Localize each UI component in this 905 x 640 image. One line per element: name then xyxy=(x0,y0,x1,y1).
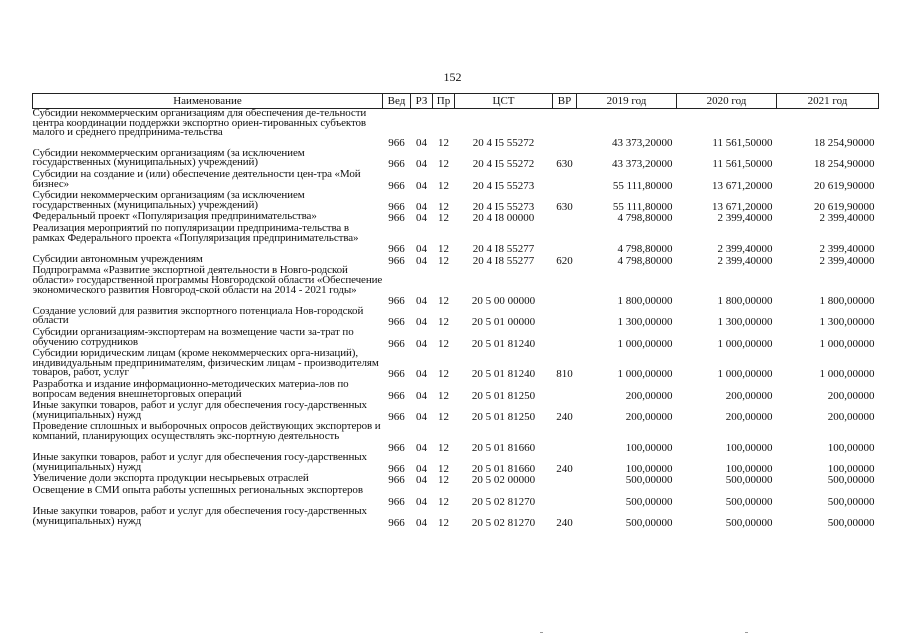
header-2019: 2019 год xyxy=(577,94,677,109)
cell-name: Разработка и издание информационно-методических материа-лов по вопросам ведения внешнеторговых операций xyxy=(32,378,349,400)
header-2020: 2020 год xyxy=(677,94,777,109)
table-row xyxy=(33,224,879,255)
cell-name: Субсидии некоммерческим организациям (за исключением государственных (муниципальных) учреждений) xyxy=(32,189,305,211)
cell-pr: 12 xyxy=(438,410,449,423)
cell-cst: 20 5 01 81250 xyxy=(471,389,536,402)
cell-name: Освещение в СМИ опыта работы успешных региональных экспортеров xyxy=(32,483,363,496)
cell-pr: 12 xyxy=(438,295,449,308)
cell-ved: 966 xyxy=(388,295,405,308)
cell-pr: 12 xyxy=(438,137,449,150)
cell-y2019: 43 373,20000 xyxy=(612,137,673,150)
cell-y2019: 43 373,20000 xyxy=(612,158,673,171)
cell-pr: 12 xyxy=(438,368,449,381)
header-name: Наименование xyxy=(33,94,383,109)
header-cst: ЦСТ xyxy=(455,94,553,109)
cell-cst: 20 5 02 81270 xyxy=(471,495,536,508)
cell-y2020: 100,00000 xyxy=(725,441,773,454)
cell-y2021: 200,00000 xyxy=(827,389,875,402)
scan-mark xyxy=(540,632,543,633)
cell-y2021: 500,00000 xyxy=(827,516,875,529)
cell-vr: 630 xyxy=(556,158,573,171)
cell-rz: 04 xyxy=(416,474,427,487)
cell-name: Увеличение доли экспорта продукции несырьевых отраслей xyxy=(32,472,309,485)
cell-name: Подпрограмма «Развитие экспортной деятельности в Новго-родской области» государственной программы Новгородской области «Обеспечение экономического развития Новгород-ской области на 2014 - 2021 годы» xyxy=(32,264,383,296)
table-row xyxy=(33,507,879,528)
cell-vr xyxy=(553,328,577,349)
cell-ved: 966 xyxy=(388,462,405,475)
cell-ved: 966 xyxy=(388,410,405,423)
cell-vr xyxy=(553,170,577,191)
cell-y2021: 100,00000 xyxy=(827,441,875,454)
cell-rz: 04 xyxy=(416,243,427,256)
cell-name: Создание условий для развития экспортного потенциала Нов-городской области xyxy=(32,304,364,327)
cell-vr xyxy=(553,380,577,401)
cell-cst: 20 5 01 00000 xyxy=(471,316,536,329)
cell-name: Иные закупки товаров, работ и услуг для обеспечения госу-дарственных (муниципальных) нужд xyxy=(32,451,367,473)
cell-rz: 04 xyxy=(416,254,427,267)
header-rz: РЗ xyxy=(411,94,433,109)
cell-ved: 966 xyxy=(388,137,405,150)
cell-rz: 04 xyxy=(416,516,427,529)
cell-pr: 12 xyxy=(438,158,449,171)
cell-y2020: 2 399,40000 xyxy=(717,243,773,256)
cell-ved: 966 xyxy=(388,389,405,402)
cell-name: Субсидии некоммерческим организациям для обеспечения де-тельности центра координации поддержки экспортно ориен-тированных субъектов малого и среднего предпринима-тельства xyxy=(32,107,367,139)
cell-rz: 04 xyxy=(416,137,427,150)
cell-cst: 20 4 I8 55277 xyxy=(472,243,535,256)
cell-ved: 966 xyxy=(388,441,405,454)
cell-y2019: 55 111,80000 xyxy=(612,179,673,192)
cell-y2020: 1 000,00000 xyxy=(717,368,773,381)
cell-name: Проведение сплошных и выборочных опросов действующих экспортеров и компаний, планирующих осуществлять экс-портную деятельность xyxy=(32,420,381,442)
cell-pr: 12 xyxy=(438,200,449,213)
cell-name: Федеральный проект «Популяризация предпринимательства» xyxy=(32,210,317,223)
table-row xyxy=(33,328,879,349)
header-pr: Пр xyxy=(433,94,455,109)
cell-y2020: 100,00000 xyxy=(725,462,773,475)
cell-vr xyxy=(553,224,577,255)
cell-y2020: 1 300,00000 xyxy=(717,316,773,329)
cell-cst: 20 5 01 81660 xyxy=(471,441,536,454)
cell-vr xyxy=(553,266,577,306)
cell-cst: 20 5 01 81240 xyxy=(471,368,536,381)
cell-y2020: 13 671,20000 xyxy=(712,200,773,213)
cell-y2019: 500,00000 xyxy=(625,516,673,529)
cell-rz: 04 xyxy=(416,368,427,381)
cell-ved: 966 xyxy=(388,516,405,529)
cell-y2019: 500,00000 xyxy=(625,474,673,487)
cell-cst: 20 5 01 81240 xyxy=(471,337,536,350)
cell-y2020: 11 561,50000 xyxy=(712,137,773,150)
cell-y2021: 18 254,90000 xyxy=(814,158,875,171)
cell-y2021: 500,00000 xyxy=(827,495,875,508)
cell-ved: 966 xyxy=(388,179,405,192)
cell-rz: 04 xyxy=(416,441,427,454)
cell-y2021: 1 300,00000 xyxy=(819,316,875,329)
cell-pr: 12 xyxy=(438,316,449,329)
cell-cst: 20 4 I5 55273 xyxy=(472,200,535,213)
cell-vr xyxy=(553,422,577,453)
table-row xyxy=(33,149,879,170)
cell-ved: 966 xyxy=(388,243,405,256)
cell-rz: 04 xyxy=(416,158,427,171)
cell-pr: 12 xyxy=(438,179,449,192)
cell-y2019: 1 000,00000 xyxy=(617,337,673,350)
cell-name: Субсидии организациям-экспортерам на возмещение части за-трат по обучению сотрудников xyxy=(32,326,354,348)
cell-y2021: 100,00000 xyxy=(827,462,875,475)
cell-y2020: 2 399,40000 xyxy=(717,212,773,225)
cell-y2019: 200,00000 xyxy=(625,389,673,402)
cell-vr xyxy=(553,486,577,507)
budget-table xyxy=(32,93,879,528)
cell-rz: 04 xyxy=(416,316,427,329)
cell-name: Субсидии юридическим лицам (кроме некоммерческих орга-низаций), индивидуальным предпринимателям, физическим лицам - производителям товаров, работ, услуг xyxy=(32,347,379,379)
table-row xyxy=(33,486,879,507)
table-row xyxy=(33,401,879,422)
cell-y2021: 20 619,90000 xyxy=(814,200,875,213)
cell-y2020: 2 399,40000 xyxy=(717,254,773,267)
cell-vr: 630 xyxy=(556,200,573,213)
cell-vr: 620 xyxy=(556,254,573,267)
cell-y2021: 200,00000 xyxy=(827,410,875,423)
cell-ved: 966 xyxy=(388,158,405,171)
cell-cst: 20 4 I5 55273 xyxy=(472,179,535,192)
table-row xyxy=(33,266,879,306)
cell-pr: 12 xyxy=(438,474,449,487)
cell-y2019: 100,00000 xyxy=(625,462,673,475)
cell-y2020: 1 800,00000 xyxy=(717,295,773,308)
table-row xyxy=(33,170,879,191)
cell-y2020: 200,00000 xyxy=(725,410,773,423)
cell-name: Реализация мероприятий по популяризации предпринима-тельства в рамках Федерального проекта «Популяризация предпринимательства» xyxy=(32,222,359,244)
cell-pr: 12 xyxy=(438,254,449,267)
cell-rz: 04 xyxy=(416,179,427,192)
cell-y2019: 4 798,80000 xyxy=(617,243,673,256)
cell-pr: 12 xyxy=(438,337,449,350)
cell-y2019: 1 300,00000 xyxy=(617,316,673,329)
cell-y2021: 18 254,90000 xyxy=(814,137,875,150)
cell-cst: 20 5 00 00000 xyxy=(471,295,536,308)
cell-y2019: 1 800,00000 xyxy=(617,295,673,308)
cell-y2020: 1 000,00000 xyxy=(717,337,773,350)
table-row xyxy=(33,380,879,401)
cell-rz: 04 xyxy=(416,212,427,225)
cell-vr xyxy=(553,212,577,224)
cell-y2019: 500,00000 xyxy=(625,495,673,508)
cell-cst: 20 5 01 81250 xyxy=(471,410,536,423)
cell-name: Иные закупки товаров, работ и услуг для обеспечения госу-дарственных (муниципальных) нужд xyxy=(32,505,367,527)
cell-vr: 240 xyxy=(556,410,573,423)
cell-y2021: 1 000,00000 xyxy=(819,337,875,350)
cell-y2021: 2 399,40000 xyxy=(819,254,875,267)
table-row xyxy=(33,307,879,328)
cell-rz: 04 xyxy=(416,410,427,423)
cell-cst: 20 4 I8 55277 xyxy=(472,254,535,267)
cell-rz: 04 xyxy=(416,462,427,475)
cell-pr: 12 xyxy=(438,243,449,256)
cell-y2021: 1 000,00000 xyxy=(819,368,875,381)
cell-ved: 966 xyxy=(388,474,405,487)
cell-vr: 810 xyxy=(556,368,573,381)
cell-cst: 20 5 02 81270 xyxy=(471,516,536,529)
header-vr: ВР xyxy=(553,94,577,109)
cell-pr: 12 xyxy=(438,516,449,529)
cell-rz: 04 xyxy=(416,295,427,308)
cell-y2019: 4 798,80000 xyxy=(617,254,673,267)
scan-mark xyxy=(745,632,748,633)
page-number: 152 xyxy=(443,70,462,84)
cell-pr: 12 xyxy=(438,212,449,225)
cell-name: Субсидии некоммерческим организациям (за исключением государственных (муниципальных) учреждений) xyxy=(32,146,305,169)
cell-rz: 04 xyxy=(416,337,427,350)
cell-y2019: 1 000,00000 xyxy=(617,368,673,381)
header-2021: 2021 год xyxy=(777,94,879,109)
cell-y2019: 4 798,80000 xyxy=(617,212,673,225)
cell-cst: 20 4 I8 00000 xyxy=(472,212,535,225)
cell-rz: 04 xyxy=(416,200,427,213)
cell-pr: 12 xyxy=(438,495,449,508)
cell-cst: 20 5 02 00000 xyxy=(471,474,536,487)
cell-y2019: 55 111,80000 xyxy=(612,200,673,213)
cell-ved: 966 xyxy=(388,337,405,350)
cell-pr: 12 xyxy=(438,389,449,402)
cell-pr: 12 xyxy=(438,462,449,475)
cell-rz: 04 xyxy=(416,389,427,402)
table-row xyxy=(33,191,879,212)
cell-vr xyxy=(553,307,577,328)
cell-pr: 12 xyxy=(438,441,449,454)
cell-vr: 240 xyxy=(556,516,573,529)
cell-y2020: 11 561,50000 xyxy=(712,158,773,171)
cell-y2020: 500,00000 xyxy=(725,495,773,508)
cell-y2021: 2 399,40000 xyxy=(819,243,875,256)
table-row xyxy=(33,453,879,474)
cell-ved: 966 xyxy=(388,200,405,213)
cell-cst: 20 5 01 81660 xyxy=(471,462,536,475)
cell-y2020: 13 671,20000 xyxy=(712,179,773,192)
header-ved: Вед xyxy=(383,94,411,109)
cell-y2021: 20 619,90000 xyxy=(814,179,875,192)
table-row xyxy=(33,422,879,453)
cell-y2020: 200,00000 xyxy=(725,389,773,402)
cell-vr xyxy=(553,109,577,149)
cell-ved: 966 xyxy=(388,316,405,329)
cell-vr xyxy=(553,474,577,486)
cell-name: Субсидии на создание и (или) обеспечение деятельности цен-тра «Мой бизнес» xyxy=(32,168,361,190)
cell-ved: 966 xyxy=(388,368,405,381)
cell-vr: 240 xyxy=(556,462,573,475)
cell-ved: 966 xyxy=(388,212,405,225)
cell-ved: 966 xyxy=(388,495,405,508)
cell-y2021: 1 800,00000 xyxy=(819,295,875,308)
cell-y2021: 2 399,40000 xyxy=(819,212,875,225)
cell-y2021: 500,00000 xyxy=(827,474,875,487)
cell-y2020: 500,00000 xyxy=(725,474,773,487)
table-row xyxy=(33,109,879,149)
table-row xyxy=(33,349,879,380)
cell-rz: 04 xyxy=(416,495,427,508)
cell-y2019: 100,00000 xyxy=(625,441,673,454)
cell-name: Иные закупки товаров, работ и услуг для обеспечения госу-дарственных (муниципальных) нужд xyxy=(32,399,367,421)
cell-name: Субсидии автономным учреждениям xyxy=(32,252,203,265)
cell-y2019: 200,00000 xyxy=(625,410,673,423)
cell-ved: 966 xyxy=(388,254,405,267)
cell-cst: 20 4 I5 55272 xyxy=(472,158,535,171)
cell-cst: 20 4 I5 55272 xyxy=(472,137,535,150)
cell-y2020: 500,00000 xyxy=(725,516,773,529)
